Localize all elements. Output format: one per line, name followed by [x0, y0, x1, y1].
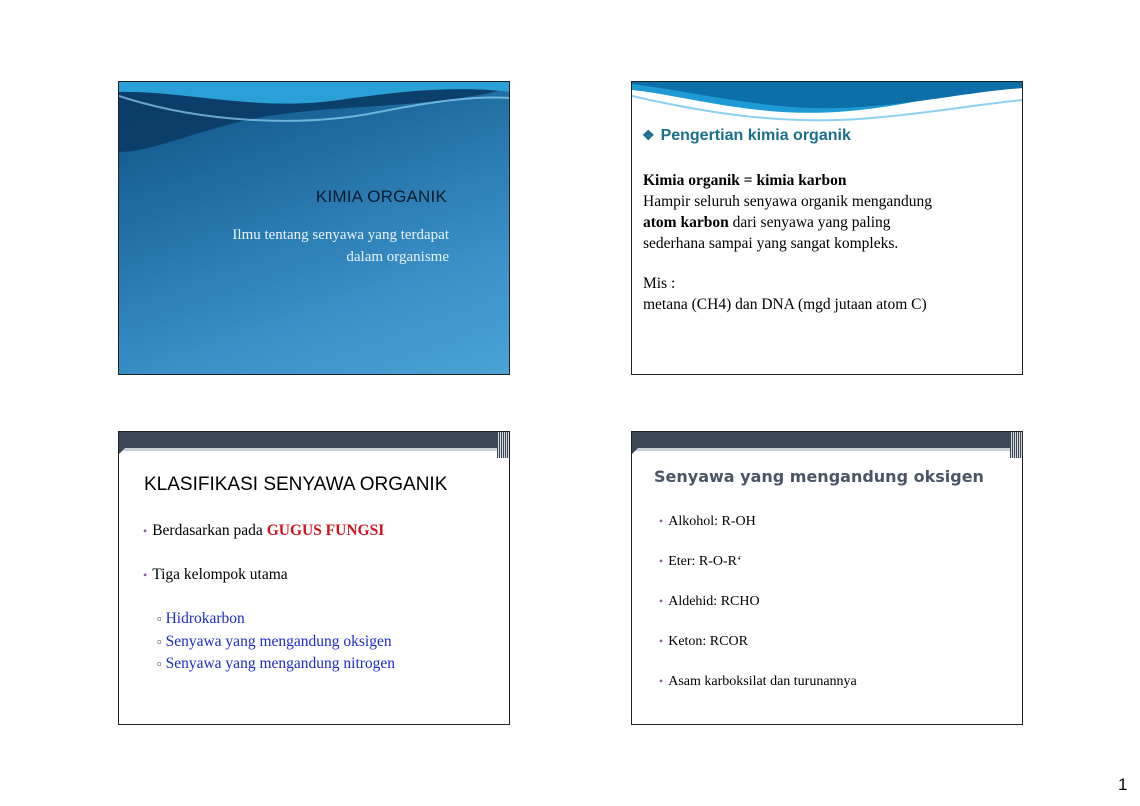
list-item: [659, 674, 857, 690]
bullet-icon: •: [659, 514, 664, 528]
bullet-text: Berdasarkan pada: [152, 522, 267, 539]
square-bullet-icon: ▫: [157, 634, 162, 649]
slide-title: KLASIFIKASI SENYAWA ORGANIK: [144, 474, 448, 495]
slide-title-kimia-organik: [118, 81, 510, 375]
body-line-5: Mis :: [643, 275, 676, 292]
bullet-icon: •: [659, 634, 664, 648]
definition-line: Kimia organik = kimia karbon: [643, 172, 847, 189]
bullet-icon: •: [143, 568, 148, 582]
bullet-icon: •: [659, 594, 664, 608]
slide-body: [643, 170, 1013, 315]
bold-phrase: atom karbon: [643, 214, 729, 231]
emphasis-text: GUGUS FUNGSI: [266, 522, 385, 539]
list-item: [659, 554, 742, 570]
subtitle-line-2: dalam organisme: [346, 249, 449, 265]
heading-text: Pengertian kimia organik: [660, 127, 851, 144]
stripes-decoration: [497, 432, 510, 458]
list-item-text: Eter: R-O-R‘: [668, 554, 742, 569]
slide-heading: [642, 127, 851, 145]
sub-item: [157, 655, 395, 673]
slide-klasifikasi: [118, 431, 510, 725]
bullet-item: [143, 522, 384, 540]
square-bullet-icon: ▫: [157, 656, 162, 671]
stripes-decoration: [1010, 432, 1023, 458]
header-bar: [632, 432, 1023, 448]
bullet-icon: •: [143, 524, 148, 538]
body-line-6: metana (CH4) dan DNA (mgd jutaan atom C): [643, 296, 927, 313]
body-line-4: sederhana sampai yang sangat kompleks.: [643, 235, 899, 252]
list-item-text: Keton: RCOR: [668, 634, 748, 649]
sub-item-text: Senyawa yang mengandung nitrogen: [165, 655, 396, 672]
slide-subtitle: [149, 224, 449, 268]
bullet-item: [143, 566, 288, 584]
square-bullet-icon: ▫: [157, 611, 162, 626]
diamond-bullet-icon: ❖: [642, 127, 655, 143]
sub-item: [157, 633, 392, 651]
slide-pengertian: [631, 81, 1023, 375]
bullet-icon: •: [659, 674, 664, 688]
subtitle-line-1: Ilmu tentang senyawa yang terdapat: [232, 227, 449, 243]
slide-title: Senyawa yang mengandung oksigen: [654, 467, 984, 486]
list-item: [659, 514, 756, 530]
body-line-2: Hampir seluruh senyawa organik mengandung: [643, 193, 932, 210]
sub-item: [157, 610, 245, 628]
list-item-text: Asam karboksilat dan turunannya: [668, 674, 857, 689]
page-number: 1: [1118, 775, 1128, 794]
wave-decoration: [119, 82, 510, 152]
body-line-3-rest: dari senyawa yang paling: [728, 214, 891, 231]
sub-item-text: Hidrokarbon: [165, 610, 245, 627]
header-bar: [119, 432, 510, 448]
body-line-3: [643, 212, 1013, 233]
slide-oksigen: [631, 431, 1023, 725]
sub-item-text: Senyawa yang mengandung oksigen: [165, 633, 392, 650]
bullet-icon: •: [659, 554, 664, 568]
list-item: [659, 594, 760, 610]
wave-decoration: [632, 82, 1023, 130]
list-item: [659, 634, 748, 650]
slide-title: KIMIA ORGANIK: [315, 187, 447, 206]
bullet-text: Tiga kelompok utama: [152, 566, 288, 583]
list-item-text: Alkohol: R-OH: [668, 514, 756, 529]
list-item-text: Aldehid: RCHO: [668, 594, 760, 609]
